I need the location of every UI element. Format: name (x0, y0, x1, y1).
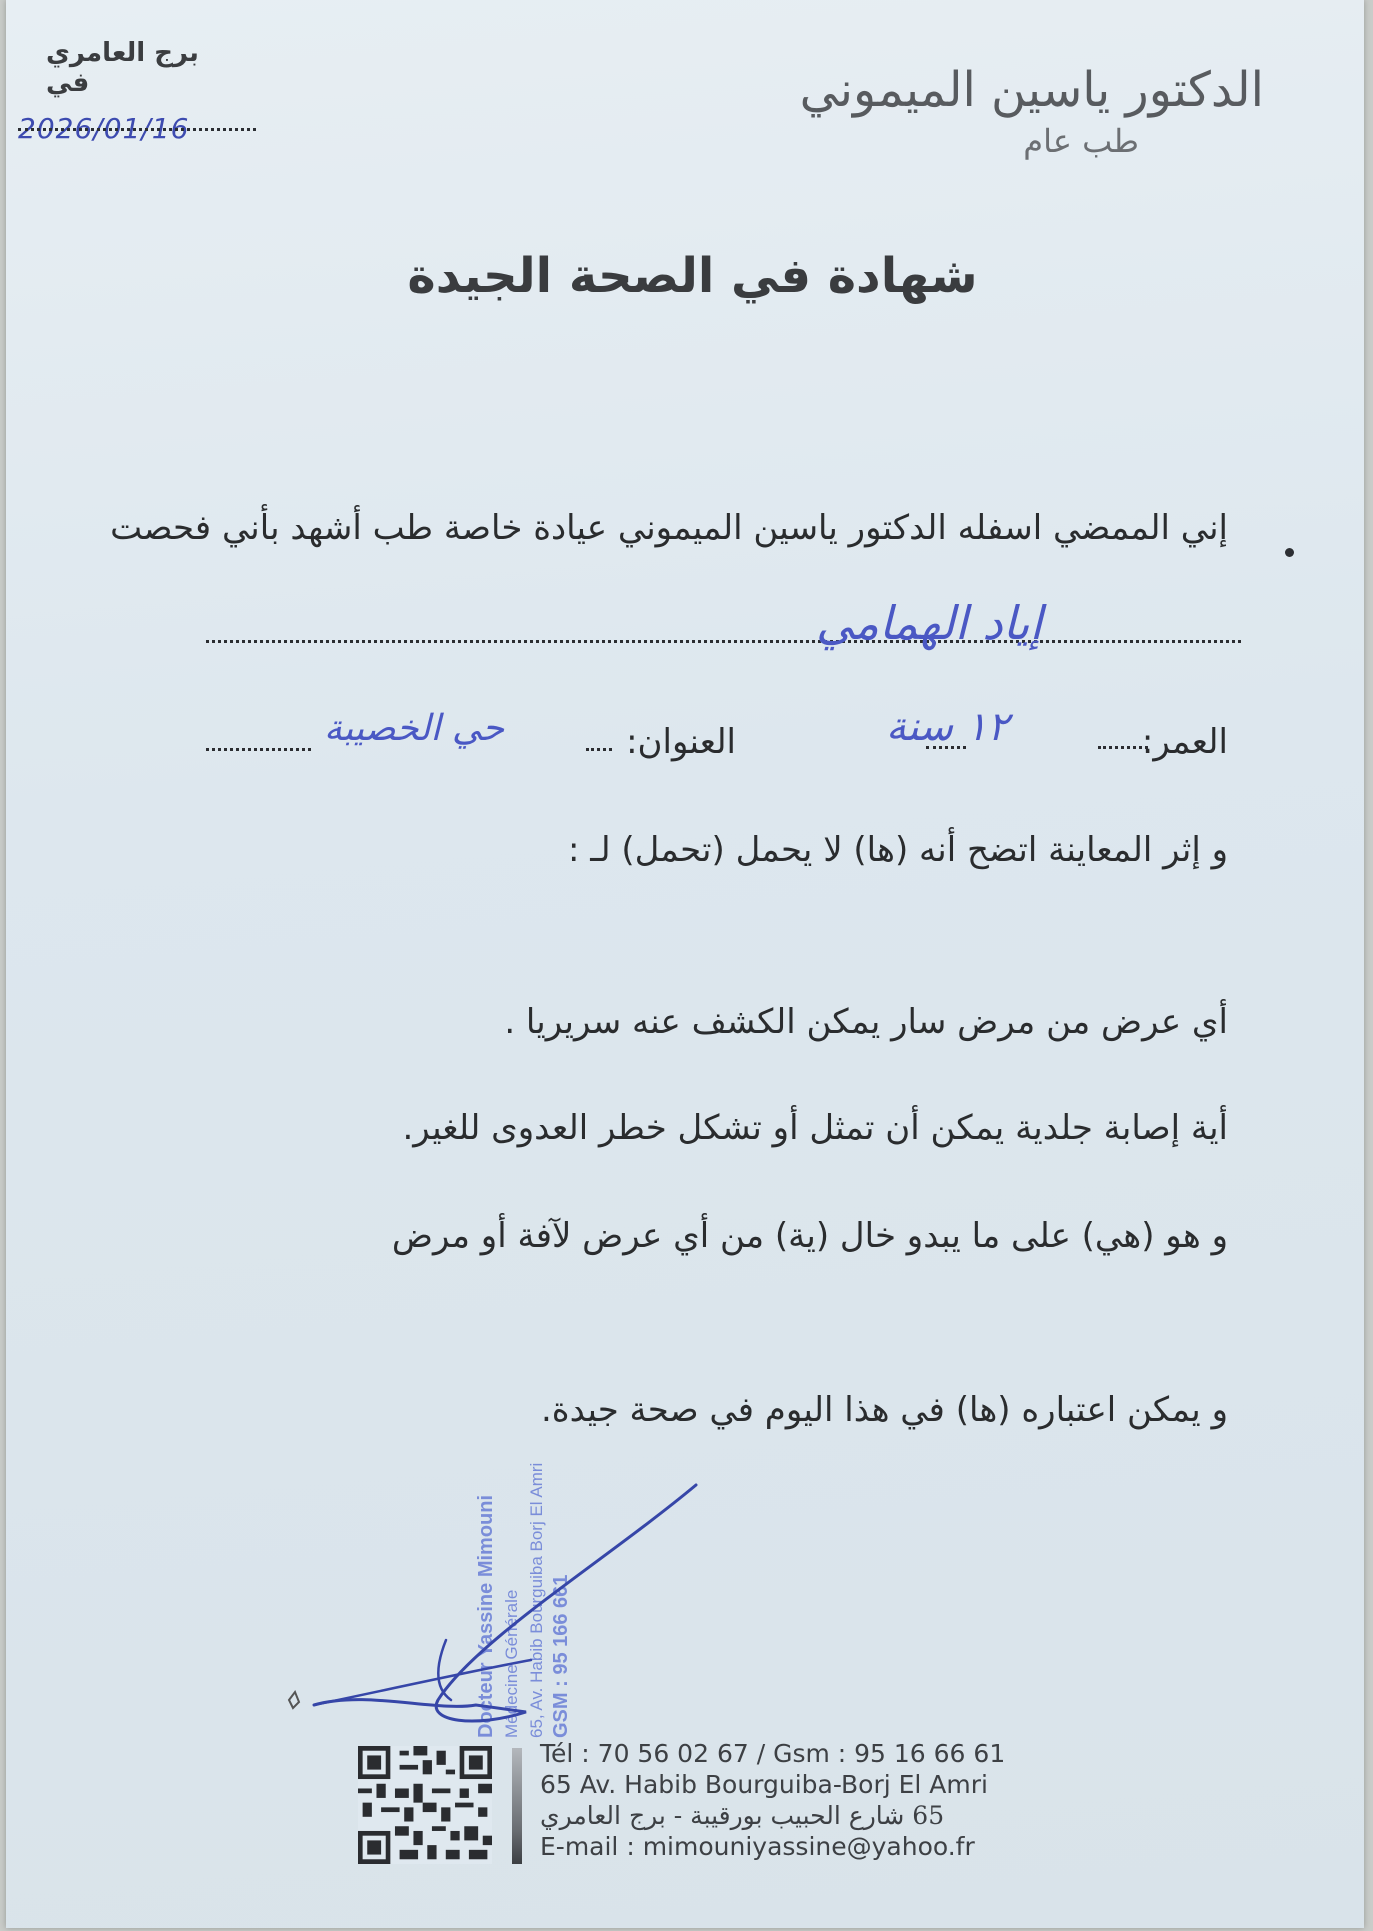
stamp-line-2: Médecine Générale (502, 1589, 521, 1738)
certificate-paper (6, 0, 1364, 1928)
date-dotted-line (18, 128, 256, 131)
footer-phones: Tél : 70 56 02 67 / Gsm : 95 16 66 61 (540, 1739, 1006, 1768)
doctor-stamp (474, 1462, 604, 1738)
footer-address-ar: 65 شارع الحبيب بورقيبة - برج العامري (540, 1801, 945, 1830)
footer-divider-bar (512, 1748, 522, 1864)
handwritten-date: 2026/01/16 (18, 112, 190, 145)
condition-item-2: أية إصابة جلدية يمكن أن تمثل أو تشكل خطر العدوى للغير. (402, 1108, 1228, 1148)
condition-item-1: أي عرض من مرض سار يمكن الكشف عنه سريريا . (504, 1002, 1228, 1042)
certificate-title: شهادة في الصحة الجيدة (407, 248, 978, 304)
doctor-specialty: طب عام (1023, 122, 1139, 160)
conclusion-line: و يمكن اعتباره (ها) في هذا اليوم في صحة جيدة. (540, 1390, 1228, 1430)
address-label: العنوان: (626, 722, 736, 762)
age-handwritten: ١٢ سنة (886, 704, 1009, 750)
doctor-name: الدكتور ياسين الميموني (799, 62, 1264, 118)
patient-name-handwritten: إياد الهمامي (816, 596, 1043, 650)
address-dots-right (586, 748, 612, 751)
address-handwritten: حي الخصيبة (324, 708, 505, 749)
exam-intro: و إثر المعاينة اتضح أنه (ها) لا يحمل (تحمل) لـ : (568, 830, 1228, 870)
age-dots-right (1098, 746, 1148, 749)
footer-address-fr: 65 Av. Habib Bourguiba-Borj El Amri (540, 1770, 988, 1799)
age-label: العمر: (1141, 722, 1228, 762)
bullet-dot (1285, 548, 1294, 557)
stamp-line-3: 65, Av. Habib Bourguiba Borj El Amri (527, 1462, 546, 1738)
address-dots-left (206, 748, 311, 751)
footer-email: E-mail : mimouniyassine@yahoo.fr (540, 1832, 975, 1861)
stamp-line-4: GSM : 95 166 661 (550, 1574, 572, 1738)
patient-name-dotted-line (206, 640, 1241, 643)
condition-item-3: و هو (هي) على ما يبدو خال (ية) من أي عرض لآفة أو مرض (391, 1216, 1228, 1256)
place-label: برج العامري في (46, 38, 199, 98)
qr-code-icon (358, 1746, 492, 1864)
stamp-line-1: Docteur Yassine Mimouni (475, 1494, 497, 1738)
intro-line: إني الممضي اسفله الدكتور ياسين الميموني عيادة خاصة طب أشهد بأني فحصت (110, 508, 1228, 548)
footer-contact (540, 1738, 1005, 1862)
